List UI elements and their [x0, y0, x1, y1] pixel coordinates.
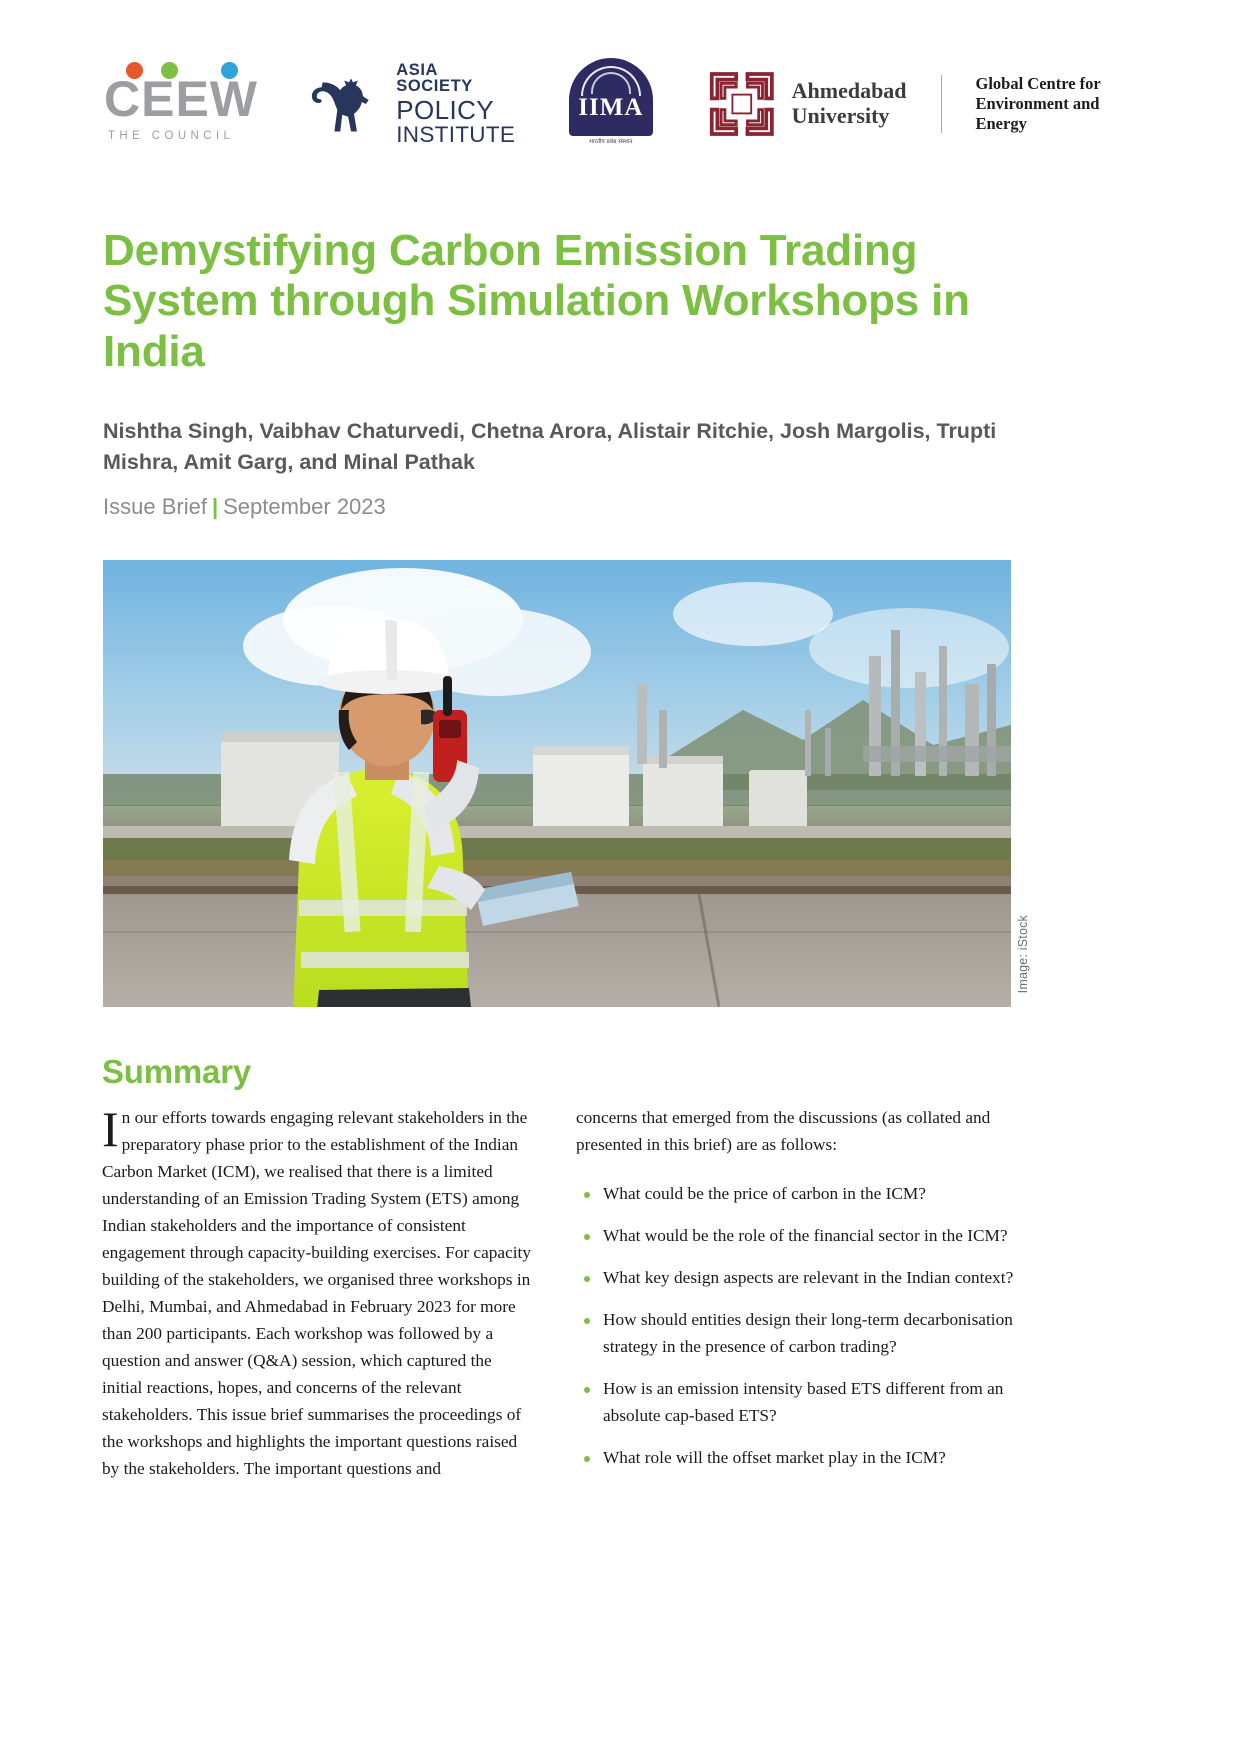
- drop-cap: I: [102, 1101, 119, 1157]
- hero-photo-illustration: [103, 560, 1011, 1007]
- meta-separator: |: [211, 494, 219, 519]
- summary-continuation-paragraph: concerns that emerged from the discussions (as collated and presented in this brief) are as follows:: [576, 1108, 991, 1154]
- publication-meta: [103, 494, 386, 520]
- asia-society-policy-institute-logo: [304, 62, 517, 147]
- ahmedabad-university-line1: Ahmedabad: [791, 78, 907, 104]
- ahmedabad-university-logo: [708, 68, 1144, 140]
- asia-society-line3: INSTITUTE: [396, 121, 516, 147]
- iima-label: IIMA: [578, 94, 644, 121]
- summary-left-column: [102, 1101, 532, 1483]
- list-item: What would be the role of the financial sector in the ICM?: [576, 1223, 1016, 1250]
- ceew-tagline: THE COUNCIL: [108, 130, 235, 142]
- publication-date: September 2023: [223, 494, 386, 519]
- key-questions-list: [576, 1181, 1016, 1472]
- summary-columns: [102, 1101, 1042, 1505]
- lion-icon: [304, 65, 386, 143]
- list-item: How is an emission intensity based ETS different from an absolute cap-based ETS?: [576, 1376, 1016, 1430]
- author-list: Nishtha Singh, Vaibhav Chaturvedi, Chetna Arora, Alistair Ritchie, Josh Margolis, Trupti Mishra, Amit Garg, and Minal Pathak: [103, 419, 997, 474]
- list-item: What role will the offset market play in the ICM?: [576, 1445, 1016, 1472]
- ahmedabad-university-mark-icon: [708, 68, 776, 140]
- ahmedabad-university-line2: University: [791, 103, 890, 128]
- hero-photo: [103, 560, 1011, 1007]
- iima-logo: [569, 58, 650, 150]
- list-item: How should entities design their long-term decarbonisation strategy in the presence of carbon trading?: [576, 1307, 1016, 1361]
- summary-body-paragraph: [102, 1101, 532, 1483]
- list-item: What key design aspects are relevant in the Indian context?: [576, 1265, 1016, 1292]
- summary-body-text: n our efforts towards engaging relevant stakeholders in the preparatory phase prior to the establishment of the Indian Carbon Market (ICM), we realised that there is a limited understanding of an Emission Trading System (ETS) among Indian stakeholders and the importance of consistent engagement through capacity-building exercises. For capacity building of the stakeholders, we organised three workshops in Delhi, Mumbai, and Ahmedabad in February 2023 for more than 200 participants. Each workshop was followed by a question and answer (Q&A) session, which captured the initial reactions, hopes, and concerns of the relevant stakeholders. This issue brief summarises the proceedings of the workshops and highlights the important questions raised by the stakeholders. The important questions and: [102, 1108, 531, 1478]
- global-centre-line2: Environment and Energy: [975, 94, 1100, 133]
- image-credit: Image: iStock: [1016, 915, 1030, 994]
- ceew-wordmark: CEEW: [104, 71, 258, 127]
- global-centre-line1: Global Centre for: [975, 74, 1101, 94]
- partner-logo-bar: [104, 52, 1144, 156]
- iima-footer-text: भारतीय प्रबंध संस्थान: [589, 139, 633, 145]
- ceew-logo: [104, 56, 258, 152]
- summary-heading: Summary: [102, 1053, 252, 1090]
- summary-right-column: [576, 1105, 1016, 1487]
- logo-divider: [941, 75, 942, 133]
- asia-society-line1: ASIA SOCIETY: [396, 60, 473, 96]
- publication-type: Issue Brief: [103, 494, 207, 519]
- page-title: Demystifying Carbon Emission Trading System through Simulation Workshops in India: [103, 226, 970, 376]
- list-item: What could be the price of carbon in the ICM?: [576, 1181, 1016, 1208]
- asia-society-line2: POLICY: [396, 94, 495, 125]
